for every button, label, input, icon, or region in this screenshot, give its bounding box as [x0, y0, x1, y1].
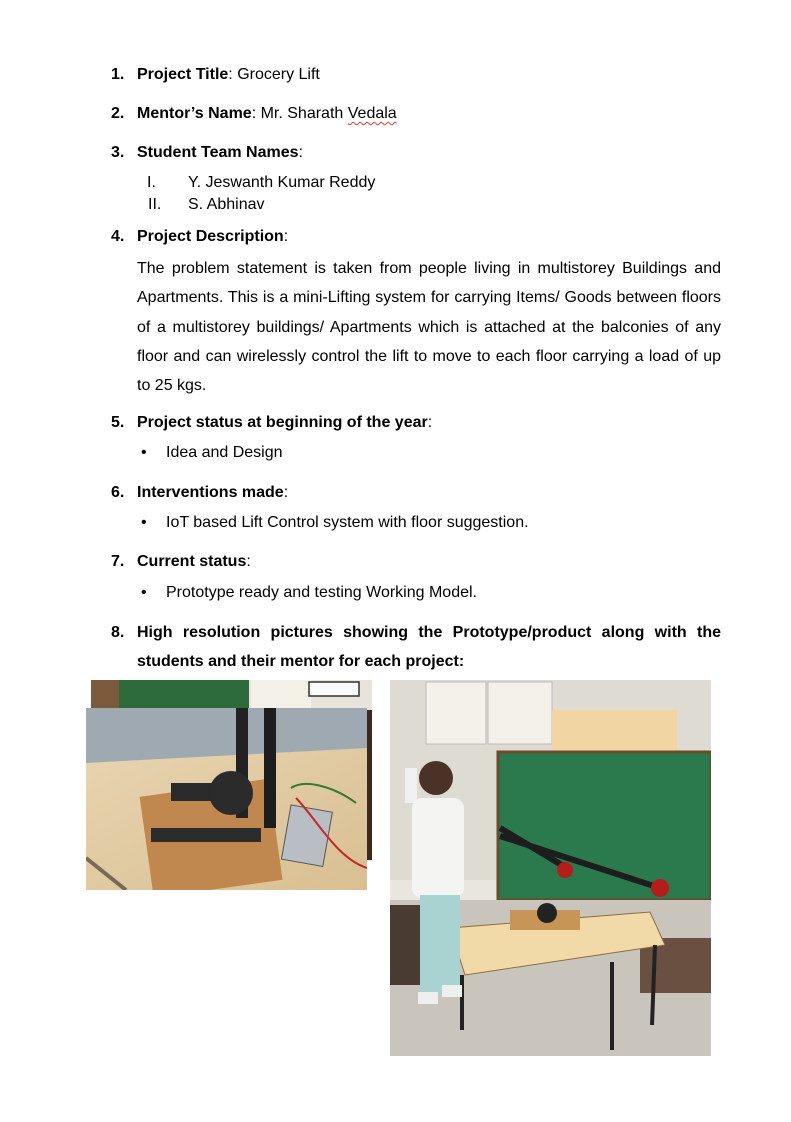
project-description-label: Project Description	[137, 228, 284, 245]
current-status-text: Prototype ready and testing Working Model.	[166, 584, 477, 601]
mentor-name-value: : Mr. Sharath	[251, 105, 348, 122]
section-number: 8.	[111, 624, 125, 641]
status-beginning-text: Idea and Design	[166, 444, 283, 461]
interventions-text: IoT based Lift Control system with floor suggestion.	[166, 514, 529, 531]
section-number: 3.	[111, 144, 125, 161]
current-status-colon: :	[246, 553, 251, 570]
interventions-label: Interventions made	[137, 484, 284, 501]
student-team-colon: :	[298, 144, 303, 161]
student-team-label: Student Team Names	[137, 144, 299, 161]
student-with-prototype-photo	[390, 680, 711, 1056]
pictures-heading: High resolution pictures showing the Prototype/product along with the students and their mentor for each project:	[137, 624, 721, 670]
motor-closeup-photo	[86, 708, 367, 890]
section-number: 6.	[111, 484, 125, 501]
section-number: 7.	[111, 553, 125, 570]
interventions-colon: :	[283, 484, 289, 501]
student-name: S. Abhinav	[188, 196, 265, 213]
bullet-icon: •	[141, 444, 147, 461]
mentor-name-label: Mentor’s Name	[137, 105, 252, 122]
current-status-label: Current status	[137, 553, 247, 570]
section-number: 1.	[111, 66, 125, 83]
bullet-icon: •	[141, 584, 147, 601]
project-description-text: The problem statement is taken from people living in multistorey Buildings and Apartments. This is a mini-Lifting system for carrying Items/ Goods between floors of a multistorey buildings/ Apartments which is attached at the balconies of any floor and can wirelessly control the lift to move to each floor carrying a load of up to 25 kgs.	[137, 260, 721, 395]
spellcheck-flagged-word: Vedala	[347, 105, 397, 122]
section-number: 2.	[111, 105, 125, 122]
status-beginning-colon: :	[427, 414, 433, 431]
status-beginning-label: Project status at beginning of the year	[137, 414, 428, 431]
roman-numeral: II.	[148, 196, 162, 213]
project-description-colon: :	[283, 228, 289, 245]
project-title-label: Project Title	[137, 66, 229, 83]
project-title-value: : Grocery Lift	[228, 66, 320, 83]
roman-numeral: I.	[147, 174, 156, 191]
section-number: 5.	[111, 414, 125, 431]
section-number: 4.	[111, 228, 125, 245]
bullet-icon: •	[141, 514, 147, 531]
student-name: Y. Jeswanth Kumar Reddy	[188, 174, 376, 191]
